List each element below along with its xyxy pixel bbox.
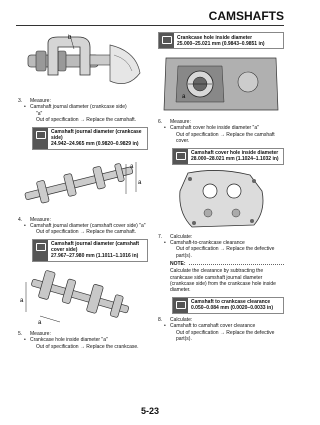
figure-label-a: a xyxy=(38,319,42,326)
figure-crankcase-hole-bore xyxy=(158,52,284,116)
spec-icon xyxy=(33,128,48,149)
note-text: Calculate the clearance by subtracting the crankcase side camshaft journal diameter (crankcase side) from the crankcase hole inside diameter. xyxy=(170,268,276,294)
page-number: 5-23 xyxy=(140,406,159,416)
figure-label-b: b xyxy=(68,35,72,41)
header-divider xyxy=(16,25,284,26)
figure-label-a: a xyxy=(138,179,142,186)
figure-crankcase-hole xyxy=(18,266,146,328)
spec-box-journal-crankcase: Camshaft journal diameter (crankcase side) 24.942–24.965 mm (0.9820–0.9829 in) xyxy=(32,127,148,150)
right-column xyxy=(158,32,284,343)
spec-box-crankcase-hole: Crankcase hole inside diameter 25.000–25.021 mm (0.9843–0.9851 in) xyxy=(158,32,284,49)
spec-box-clearance-crankcase: Camshaft to crankcase clearance 0.050–0.084 mm (0.0020–0.0033 in) xyxy=(172,297,284,314)
step-7: 7. Calculate: • Camshaft-to-crankcase clearance Out of specification → Replace the defective part(s). xyxy=(158,234,284,260)
step-6: 6. Measure: • Camshaft cover hole inside diameter "a" Out of specification → Replace the camshaft cover. xyxy=(158,119,284,145)
figure-camshaft-cover xyxy=(158,169,284,231)
spec-icon xyxy=(33,240,48,261)
spec-icon xyxy=(159,33,174,48)
spec-box-journal-cover: Camshaft journal diameter (camshaft cover side) 27.967–27.980 mm (1.1011–1.1016 in) xyxy=(32,239,148,262)
spec-icon xyxy=(173,298,188,313)
figure-label-a: a xyxy=(130,163,134,170)
spec-box-cover-hole: Camshaft cover hole inside diameter 28.000–28.021 mm (1.1024–1.1032 in) xyxy=(172,148,284,165)
step-8: 8. Calculate: • Camshaft to camshaft cover clearance Out of specification → Replace the defective part(s). xyxy=(158,317,284,343)
step-5: 5. Measure: • Crankcase hole inside diameter "a" Out of specification → Replace the crankcase. xyxy=(18,331,146,350)
step-4: 4. Measure: • Camshaft journal diameter (camshaft cover side) "a" Out of specification → Replace the camshaft. xyxy=(18,217,146,236)
left-column xyxy=(18,33,146,350)
figure-camshaft-cover-side xyxy=(18,154,146,214)
figure-label-a: a xyxy=(182,94,186,100)
note-heading: NOTE: xyxy=(158,261,284,267)
page-title: CAMSHAFTS xyxy=(208,9,284,23)
figure-micrometer-crankcase-side xyxy=(18,33,146,95)
spec-icon xyxy=(173,149,188,164)
step-3: 3. Measure: • Camshaft journal diameter (crankcase side) "a" Out of specification → Replace the camshaft. xyxy=(18,98,146,124)
figure-label-a: a xyxy=(20,297,24,304)
